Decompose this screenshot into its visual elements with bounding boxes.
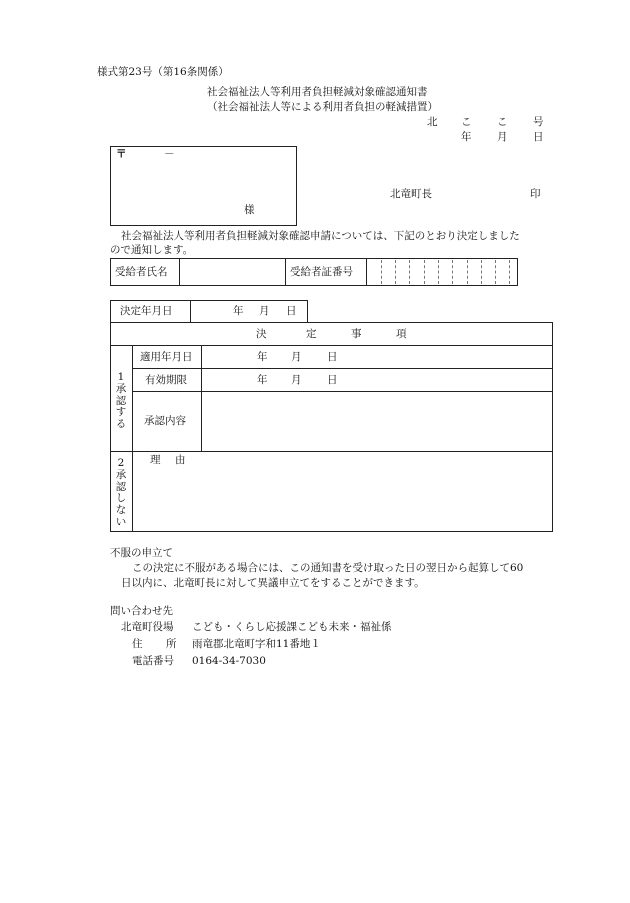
reject-side-label: 2 承 認 し な い bbox=[115, 457, 127, 528]
intro-text-line2: ので通知します。 bbox=[110, 244, 194, 256]
postal-dash: － bbox=[164, 148, 175, 160]
contact-office-label: 北竜町役場 bbox=[121, 621, 174, 633]
valid-period-label: 有効期限 bbox=[145, 374, 187, 386]
divider bbox=[132, 368, 553, 369]
document-title: 社会福祉法人等利用者負担軽減対象確認通知書 bbox=[207, 86, 428, 98]
doc-number-suffix: 号 bbox=[533, 116, 544, 128]
contact-heading: 問い合わせ先 bbox=[110, 605, 173, 617]
objection-text-line2: 日以内に、北竜町長に対して異議申立てをすることができます。 bbox=[121, 577, 425, 589]
postal-mark: 〒 bbox=[116, 148, 127, 160]
divider bbox=[110, 345, 553, 346]
decision-date-label: 決定年月日 bbox=[120, 305, 173, 317]
decision-heading-char: 項 bbox=[396, 328, 407, 340]
contact-address-label-char: 住 bbox=[132, 638, 143, 650]
document-subtitle: （社会福祉法人等による利用者負担の軽減措置） bbox=[207, 101, 438, 113]
divider bbox=[285, 258, 286, 286]
decision-date-year: 年 bbox=[233, 305, 244, 317]
contact-tel-label: 電話番号 bbox=[132, 655, 174, 667]
doc-date-year: 年 bbox=[461, 131, 472, 143]
recipient-name-label: 受給者氏名 bbox=[115, 266, 168, 278]
intro-text-line1: 社会福祉法人等利用者負担軽減対象確認申請については、下記のとおり決定しました bbox=[121, 230, 520, 242]
divider bbox=[201, 345, 202, 451]
decision-heading-char: 決 bbox=[256, 328, 267, 340]
divider bbox=[366, 258, 367, 286]
seal-mark: 印 bbox=[530, 188, 541, 200]
divider bbox=[110, 451, 553, 452]
contact-address-label-char: 所 bbox=[166, 638, 177, 650]
valid-period-month: 月 bbox=[291, 374, 302, 386]
address-box bbox=[110, 146, 297, 226]
contact-office-value: こども・くらし応援課こども未来・福祉係 bbox=[192, 621, 392, 633]
divider bbox=[179, 258, 180, 286]
doc-number-char: こ bbox=[497, 116, 508, 128]
reason-label-char: 由 bbox=[175, 454, 186, 466]
doc-number-char: 北 bbox=[427, 116, 438, 128]
approve-side-label: 1 承 認 す る bbox=[115, 371, 127, 430]
apply-date-year: 年 bbox=[257, 351, 268, 363]
honorific-sama: 様 bbox=[244, 204, 255, 216]
recipient-number-label: 受給者証番号 bbox=[290, 266, 353, 278]
valid-period-day: 日 bbox=[327, 374, 338, 386]
form-number: 様式第23号（第16条関係） bbox=[97, 66, 229, 78]
divider bbox=[132, 391, 553, 392]
decision-heading-char: 定 bbox=[306, 328, 317, 340]
objection-text-line1: この決定に不服がある場合には、この通知書を受け取った日の翌日から起算して60 bbox=[132, 562, 524, 574]
approval-content-label: 承認内容 bbox=[144, 415, 186, 427]
valid-period-year: 年 bbox=[257, 374, 268, 386]
contact-tel-value: 0164-34-7030 bbox=[192, 655, 266, 667]
apply-date-label: 適用年月日 bbox=[140, 351, 193, 363]
doc-number-char: こ bbox=[461, 116, 472, 128]
divider bbox=[190, 300, 191, 323]
doc-date-month: 月 bbox=[497, 131, 508, 143]
issuer-name: 北竜町長 bbox=[390, 188, 432, 200]
apply-date-month: 月 bbox=[291, 351, 302, 363]
objection-heading: 不服の申立て bbox=[110, 547, 173, 559]
contact-address-value: 雨竜郡北竜町字和11番地１ bbox=[192, 638, 321, 650]
reason-label-char: 理 bbox=[150, 454, 161, 466]
decision-date-month: 月 bbox=[259, 305, 270, 317]
decision-date-day: 日 bbox=[286, 305, 297, 317]
apply-date-day: 日 bbox=[327, 351, 338, 363]
decision-heading-char: 事 bbox=[351, 328, 362, 340]
doc-date-day: 日 bbox=[533, 131, 544, 143]
divider bbox=[132, 345, 133, 532]
